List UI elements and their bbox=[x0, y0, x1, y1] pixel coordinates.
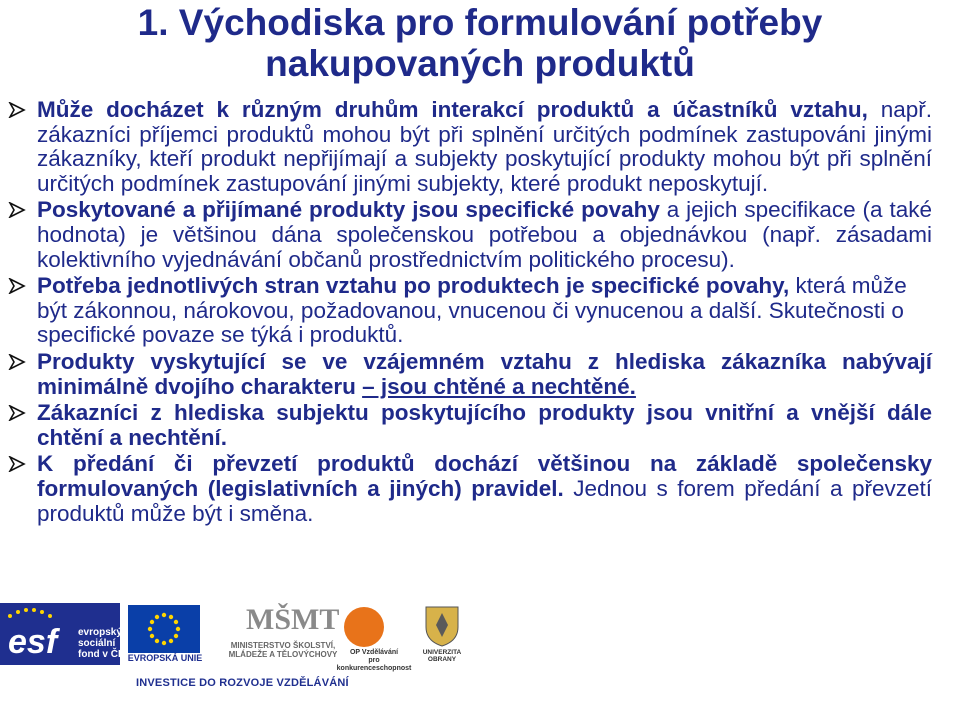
bullet-6-bold: K předání či převzetí produktů dochází většinou na základě společensky formulovaných (legislativních a jiných) pravidel. bbox=[37, 451, 932, 501]
arrow-bullet-icon bbox=[8, 456, 26, 472]
bullet-5-bold: Zákazníci z hlediska subjektu poskytujícího produkty jsou vnitřní a vnější dále chtění a nechtění. bbox=[37, 400, 932, 450]
bullet-3-text: která může být zákonnou, nárokovou, požadovanou, vnucenou či vynucenou a další. Skutečnosti o specifické povaze se týká i produktů. bbox=[37, 273, 907, 348]
msmt-text bbox=[228, 641, 338, 659]
op-text-line-2: pro konkurenceschopnost bbox=[336, 657, 412, 672]
msmt-mark: MŠMT bbox=[246, 603, 340, 636]
army-text-line-2: OBRANY bbox=[427, 656, 457, 663]
arrow-bullet-icon bbox=[8, 278, 26, 294]
op-circle-icon bbox=[344, 607, 384, 647]
op-logo bbox=[334, 607, 414, 672]
university-defence-logo bbox=[418, 605, 466, 669]
msmt-logo bbox=[228, 603, 338, 665]
msmt-text-line-1: MINISTERSTVO ŠKOLSTVÍ, bbox=[230, 641, 336, 650]
bullet-3-bold: Potřeba jednotlivých stran vztahu po produktech je specifické povahy, bbox=[37, 273, 790, 299]
eu-flag-icon bbox=[128, 605, 200, 653]
bullet-4-underlined: – jsou chtěné a nechtěné. bbox=[362, 373, 636, 399]
bullet-2-text: a jejich specifikace (a také hodnota) je většinou dána společenskou potřebou a objednávkou (např. zásadami kolektivního vyjednávání občanů prostřednictvím politického procesu). bbox=[37, 197, 932, 272]
bullet-4-bold: Produkty vyskytující se ve vzájemném vztahu z hlediska zákazníka nabývají minimálně dvojího charakteru bbox=[37, 348, 932, 399]
esf-text bbox=[78, 627, 125, 660]
invest-slogan: INVESTICE DO ROZVOJE VZDĚLÁVÁNÍ bbox=[136, 677, 349, 689]
army-text-line-1: UNIVERZITA bbox=[422, 649, 462, 656]
bullet-1 bbox=[8, 98, 932, 196]
bullet-2-bold: Poskytované a přijímané produkty jsou specifické povahy bbox=[37, 197, 660, 223]
army-text bbox=[418, 649, 466, 663]
bullet-1-text: např. zákazníci příjemci produktů mohou být při splnění určitých podmínek zastupováni jinými zákazníky, kteří produkt nepřijímají a subjekty poskytující produkty mohou být při splnění určitých podmínek zastupování jinými subjekty, které produkt neposkytují. bbox=[37, 97, 932, 196]
arrow-bullet-icon bbox=[8, 405, 26, 421]
esf-text-line-3: fond v ČR bbox=[78, 649, 126, 660]
bullet-4 bbox=[8, 350, 932, 399]
arrow-bullet-icon bbox=[8, 354, 26, 370]
bullet-5 bbox=[8, 401, 932, 450]
bullet-6-text: Jednou s forem předání a převzetí produktů může být i směna. bbox=[37, 475, 932, 526]
slide-title bbox=[0, 2, 960, 84]
esf-text-line-1: evropský bbox=[78, 627, 122, 638]
shield-icon bbox=[418, 605, 466, 647]
bullet-3 bbox=[8, 274, 932, 348]
title-line-1: 1. Východiska pro formulování potřeby bbox=[137, 2, 823, 43]
msmt-text-line-2: MLÁDEŽE A TĚLOVÝCHOVY bbox=[228, 650, 338, 659]
funding-logo-strip bbox=[0, 603, 480, 701]
title-line-2: nakupovaných produktů bbox=[265, 43, 695, 84]
arrow-bullet-icon bbox=[8, 102, 26, 118]
op-text bbox=[334, 649, 414, 673]
eu-label: EVROPSKÁ UNIE bbox=[127, 653, 203, 663]
arrow-bullet-icon bbox=[8, 202, 26, 218]
bullet-list bbox=[8, 98, 932, 528]
bullet-2 bbox=[8, 198, 932, 272]
esf-text-line-2: sociální bbox=[78, 638, 116, 649]
bullet-1-bold: Může docházet k různým druhům interakcí produktů a účastníků vztahu, bbox=[37, 97, 868, 122]
esf-letters: esf bbox=[8, 623, 58, 661]
op-text-line-1: OP Vzdělávání bbox=[349, 649, 399, 656]
bullet-6 bbox=[8, 452, 932, 526]
